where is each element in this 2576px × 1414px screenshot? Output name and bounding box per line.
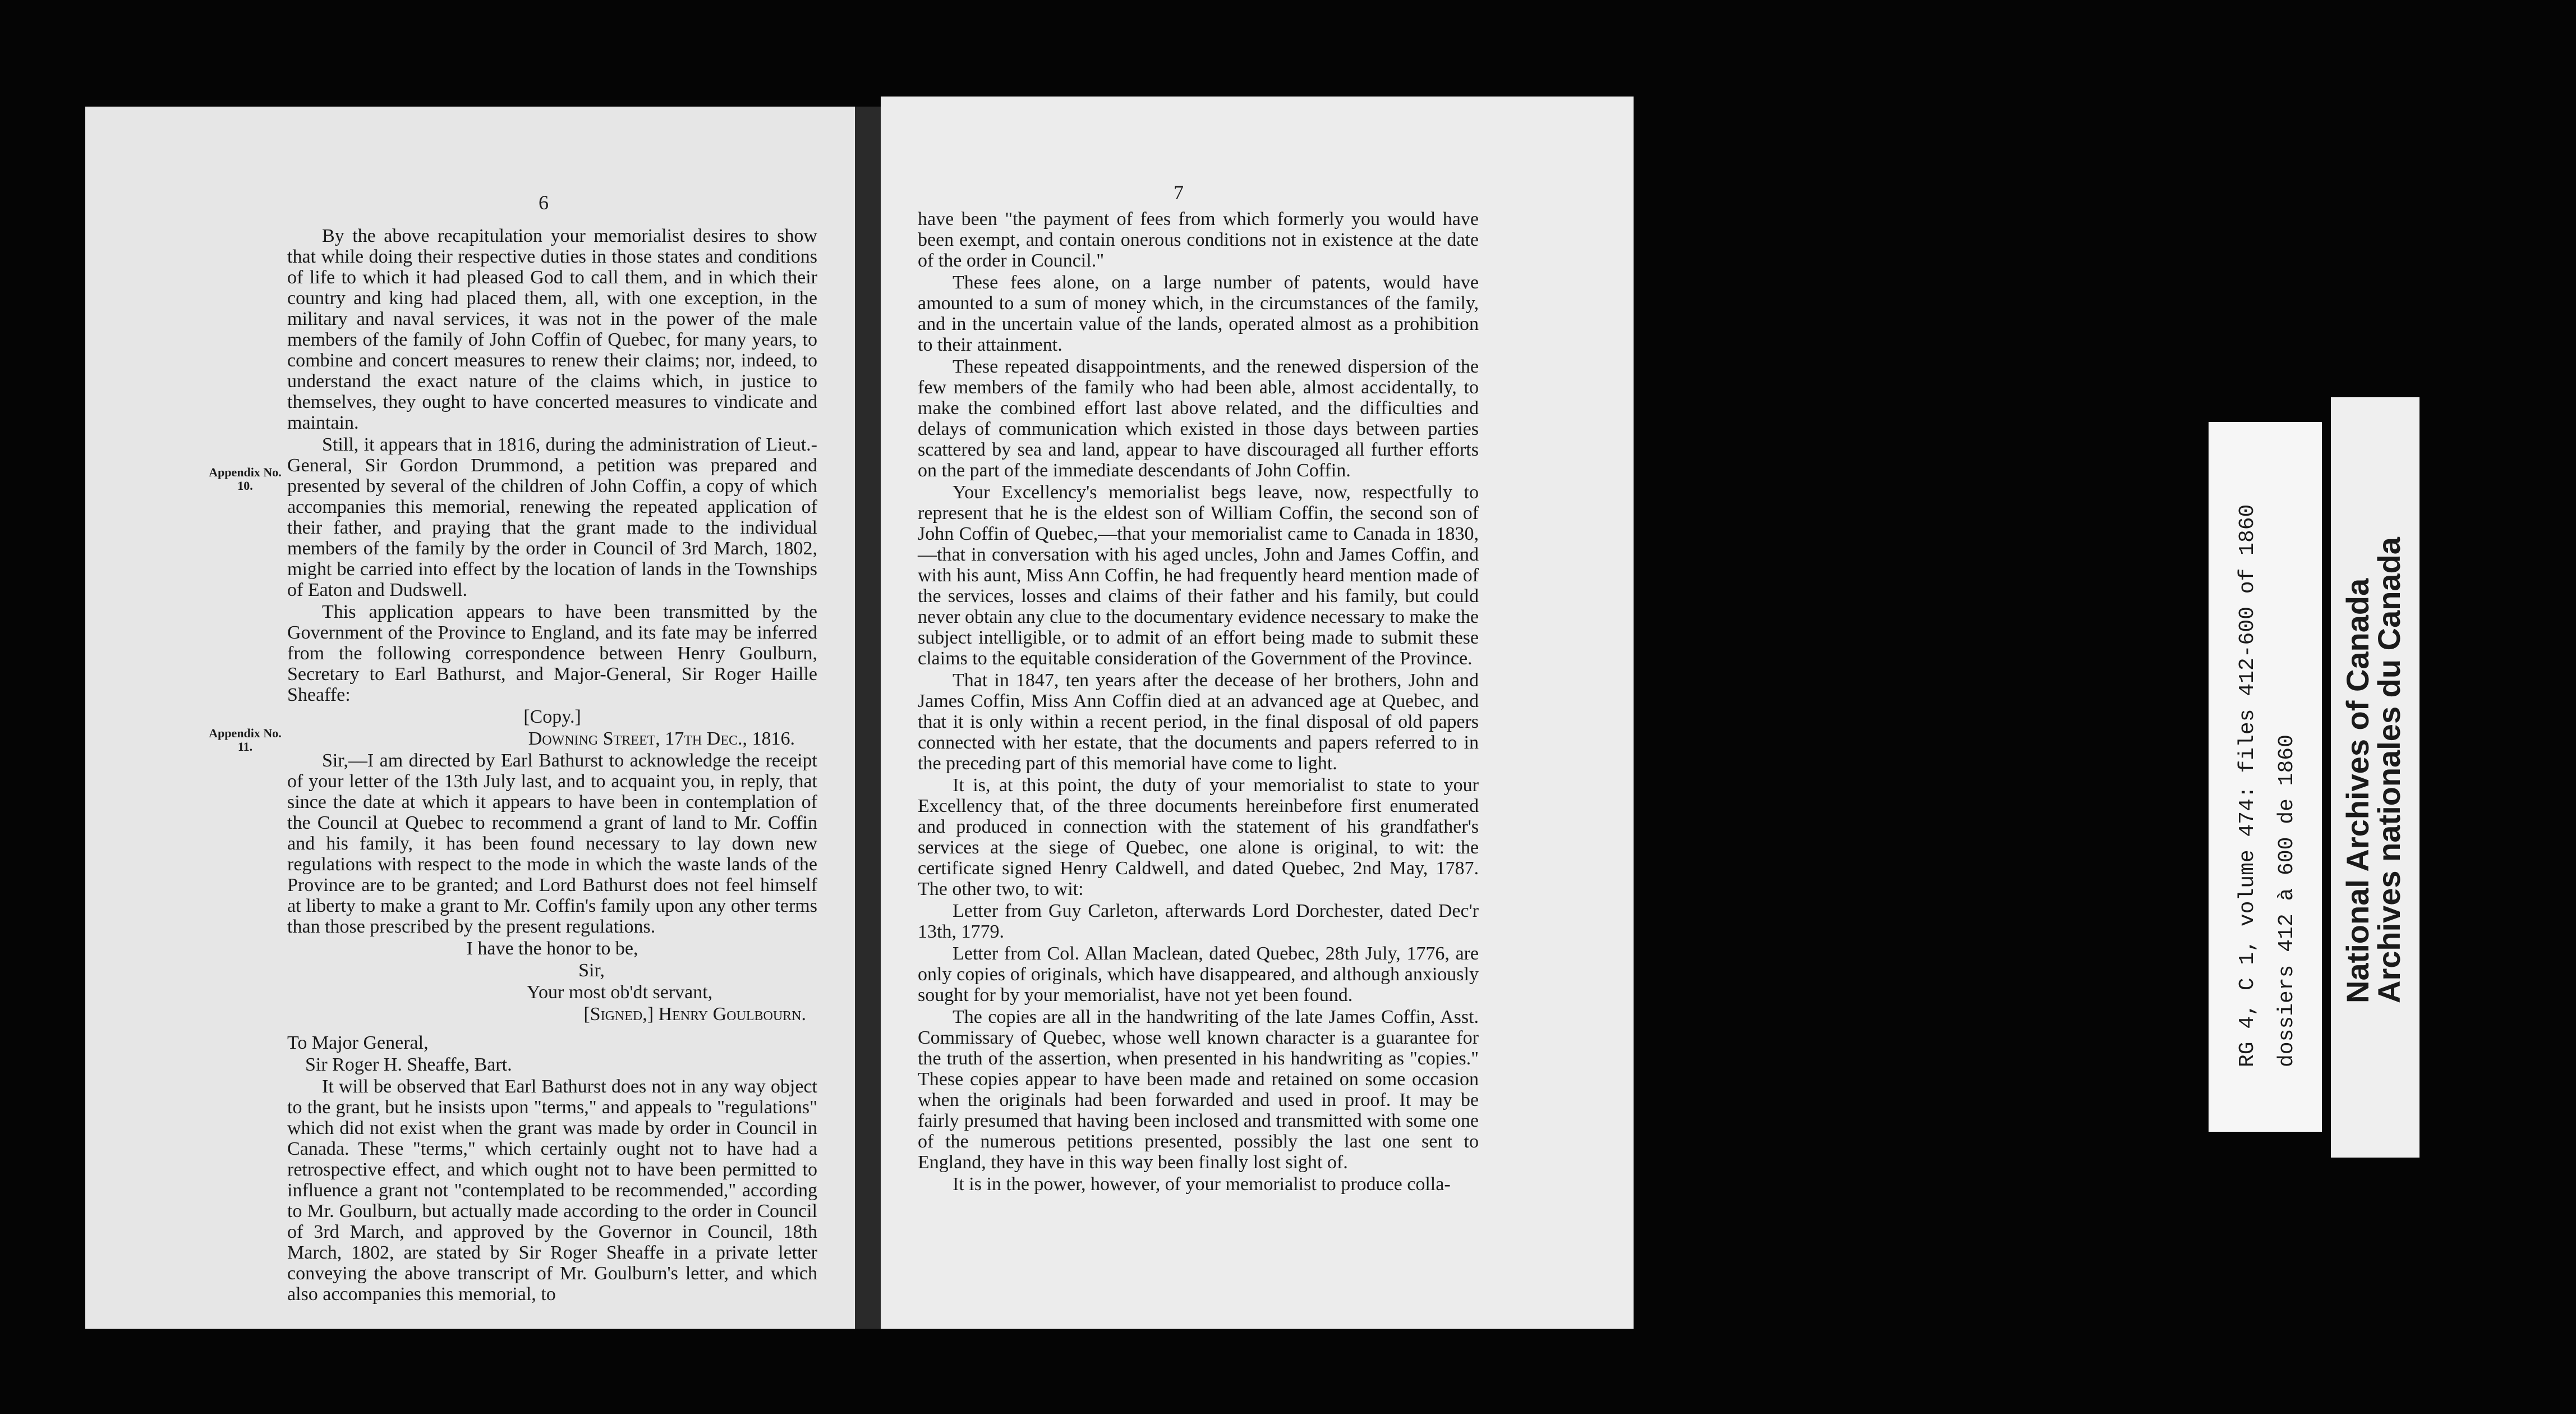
page-number-right: 7 [1174, 181, 1184, 204]
letter-closing: I have the honor to be, [466, 938, 638, 959]
right-page [881, 97, 1634, 1329]
paragraph: It is, at this point, the duty of your memorialist to state to your Excellency that, of the three documents hereinbefore first enumerated and produced in connection with the statement of his grandfather's services at the siege of Quebec, one alone is original, to wit: the certificate signed Henry Caldwell, and dated Quebec, 2nd May, 1787. The other two, to wit: [918, 775, 1479, 899]
paragraph: That in 1847, ten years after the decease of her brothers, John and James Coffin, Miss Ann Coffin died at an advanced age at Quebec, and that it is only within a recent period, in the final disposal of old papers connected with her estate, that the documents and papers referred to in the preceding part of this memorial have come to light. [918, 670, 1479, 774]
paragraph: These fees alone, on a large number of patents, would have amounted to a sum of money which, in the circumstances of the family, and in the uncertain value of the lands, operated almost as a prohibition to their attainment. [918, 272, 1479, 355]
paragraph: It will be observed that Earl Bathurst does not in any way object to the grant, but he insists upon "terms," and appeals to "regulations" which did not exist when the grant was made by order in Council in Canada. These "terms," which certainly ought not to have had a retrospective effect, and which ought not to have been permitted to influence a grant not "contemplated to be recommended," according to Mr. Goulburn, but actually made according to the order in Council of 3rd March, and approved by the Governor in Council, 18th March, 1802, are stated by Sir Roger Sheaffe in a private letter conveying the above transcript of Mr. Goulburn's letter, and which also accompanies this memorial, to [287, 1076, 817, 1305]
copy-marker: [Copy.] [523, 706, 581, 727]
paragraph: Still, it appears that in 1816, during the administration of Lieut.-General, Sir Gordon Drummond, a petition was prepared and presented by several of the children of John Coffin, a copy of which accompanies this memorial, renewing the repeated application of their father, and praying that the grant made to the individual members of the family by the order in Council of 3rd March, 1802, might be carried into effect by the location of lands in the Townships of Eaton and Dudswell. [287, 434, 817, 600]
paragraph: It is in the power, however, of your memorialist to produce colla- [953, 1174, 1451, 1195]
paragraph: have been "the payment of fees from which formerly you would have been exempt, and contain onerous conditions not in existence at the date of the order in Council." [918, 209, 1479, 271]
paragraph: The copies are all in the handwriting of the late James Coffin, Asst. Commissary of Quebec, whose well known character is a guarantee for the truth of the assertion, when presented in his handwriting as "copies." These copies appear to have been made and retained on some occasion when the originals had been forwarded and used in proof. It may be fairly presumed that having been inclosed and transmitted with some one of the numerous petitions presented, possibly the last one sent to England, they have in this way been finally lost sight of. [918, 1007, 1479, 1173]
archive-reference-line-1: RG 4, C 1, volume 474: files 412-600 of 1860 [2235, 504, 2260, 1067]
paragraph: These repeated disappointments, and the renewed dispersion of the few members of the family who had been able, almost accidentally, to make the combined effort last above related, and the difficulties and delays of communication which existed in those days between parties scattered by sea and land, appear to have discouraged all further efforts on the part of the immediate descendants of John Coffin. [918, 356, 1479, 481]
paragraph: By the above recapitulation your memorialist desires to show that while doing their respective duties in those states and conditions of life to which it had pleased God to call them, and in which their country and king had placed them, all, with one exception, in the military and naval services, it was not in the power of the male members of the family of John Coffin of Quebec, for many years, to combine and concert measures to renew their claims; nor, indeed, to understand the exact nature of the claims which, in justice to themselves, they ought to have concerted measures to vindicate and maintain. [287, 226, 817, 433]
letter-dateline: Downing Street, 17th Dec., 1816. [528, 728, 795, 749]
archive-label-slip [2331, 397, 2419, 1158]
right-page-text [918, 209, 1479, 1196]
letter-recipient: To Major General, [287, 1032, 429, 1053]
archive-label-line-2: Archives nationales du Canada [2371, 537, 2407, 1003]
paragraph: This application appears to have been transmitted by the Government of the Province to England, and its fate may be inferred from the following correspondence between Henry Goulburn, Secretary to Earl Bathurst, and Major-General, Sir Roger Haille Sheaffe: [287, 602, 817, 705]
archive-reference-line-2: dossiers 412 à 600 de 1860 [2275, 734, 2299, 1067]
letter-salutation: Sir, [578, 960, 605, 981]
letter-body: Sir,—I am directed by Earl Bathurst to acknowledge the receipt of your letter of the 13th July last, and to acquaint you, in reply, that since the date at which it appears to have been in contemplation of the Council at Quebec to recommend a grant of land to Mr. Coffin and his family, it has been found necessary to lay down new regulations with respect to the mode in which the waste lands of the Province are to be granted; and Lord Bathurst does not feel himself at liberty to make a grant to Mr. Coffin's family upon any other terms than those prescribed by the present regulations. [287, 750, 817, 937]
paragraph: Letter from Guy Carleton, afterwards Lord Dorchester, dated Dec'r 13th, 1779. [918, 901, 1479, 942]
archive-reference-slip [2209, 422, 2322, 1132]
archive-label-line-1: National Archives of Canada [2340, 578, 2375, 1003]
letter-recipient-name: Sir Roger H. Sheaffe, Bart. [305, 1054, 512, 1075]
letter-signature: [Signed,] Henry Goulbourn. [583, 1004, 806, 1025]
letter-servant: Your most ob'dt servant, [526, 982, 713, 1003]
left-page-text [287, 226, 817, 1306]
left-page [85, 107, 868, 1329]
paragraph: Your Excellency's memorialist begs leave, now, respectfully to represent that he is the eldest son of William Coffin, the second son of John Coffin of Quebec,—that your memorialist came to Canada in 1830,—that in conversation with his aged uncles, John and James Coffin, and with his aunt, Miss Ann Coffin, he had frequently heard mention made of the services, losses and claims of their father and his family, but could never obtain any clue to the documentary evidence necessary to make the subject intelligible, or to admit of an effort being made to submit these claims to the equitable consideration of the Government of the Province. [918, 482, 1479, 669]
appendix-note-10: Appendix No. 10. [209, 465, 282, 493]
paragraph: Letter from Col. Allan Maclean, dated Quebec, 28th July, 1776, are only copies of originals, which have disappeared, and although anxiously sought for by your memorialist, have not yet been found. [918, 943, 1479, 1006]
appendix-note-11: Appendix No. 11. [209, 726, 282, 754]
page-number-left: 6 [539, 191, 549, 214]
